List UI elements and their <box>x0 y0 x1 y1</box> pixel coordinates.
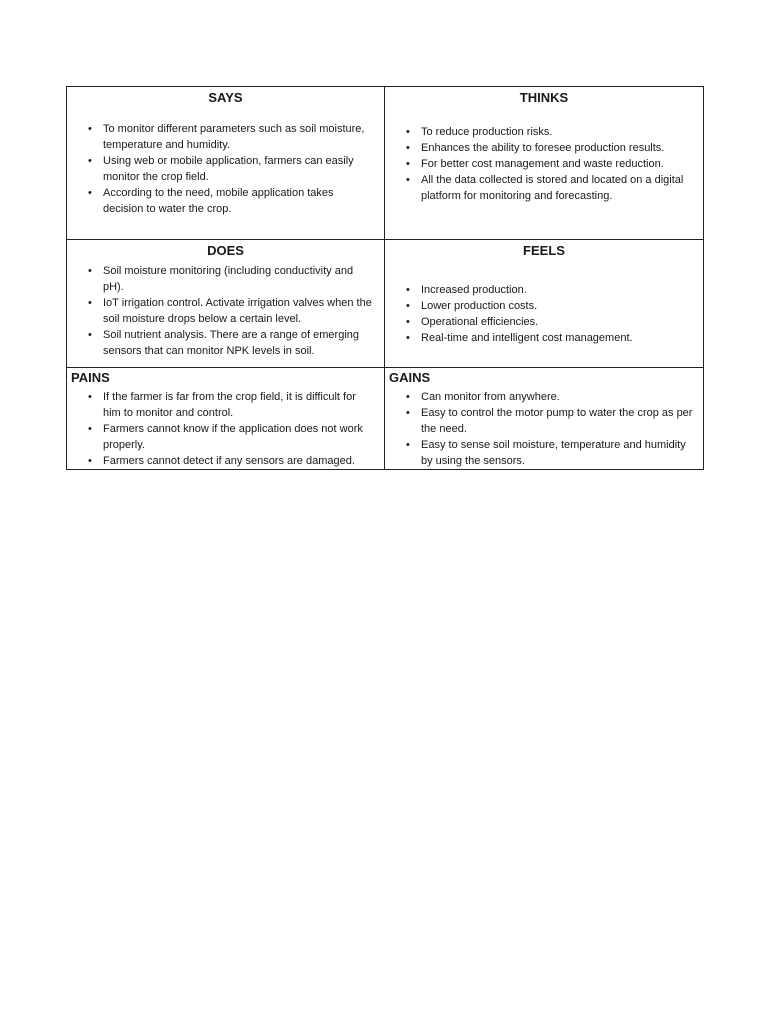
list-item: • Soil nutrient analysis. There are a range of emerging sensors that can monitor NPK levels in soil. <box>103 327 374 359</box>
list-item: • Soil moisture monitoring (including conductivity and pH). <box>103 263 374 295</box>
list-item: • Farmers cannot know if the application does not work properly. <box>103 421 374 453</box>
pains-list <box>67 389 384 469</box>
list-item: • Real-time and intelligent cost management. <box>421 330 693 346</box>
list-item: • Easy to sense soil moisture, temperature and humidity by using the sensors. <box>421 437 693 469</box>
gains-list <box>385 389 703 469</box>
says-cell <box>67 87 385 240</box>
table-row <box>67 240 704 368</box>
list-item: • If the farmer is far from the crop field, it is difficult for him to monitor and control. <box>103 389 374 421</box>
feels-cell <box>385 240 704 368</box>
does-cell <box>67 240 385 368</box>
thinks-cell <box>385 87 704 240</box>
does-heading: DOES <box>207 243 244 258</box>
says-heading: SAYS <box>208 90 243 105</box>
list-item: • To monitor different parameters such as soil moisture, temperature and humidity. <box>103 121 374 153</box>
feels-heading: FEELS <box>523 243 565 258</box>
list-item: • For better cost management and waste reduction. <box>421 156 693 172</box>
list-item: • Increased production. <box>421 282 693 298</box>
table-row <box>67 368 704 470</box>
thinks-list <box>385 124 703 204</box>
list-item: • Can monitor from anywhere. <box>421 389 693 405</box>
gains-heading: GAINS <box>389 370 431 385</box>
list-item: • Easy to control the motor pump to water the crop as per the need. <box>421 405 693 437</box>
list-item: • Farmers cannot detect if any sensors are damaged. <box>103 453 374 469</box>
list-item: • IoT irrigation control. Activate irrigation valves when the soil moisture drops below a certain level. <box>103 295 374 327</box>
pains-heading: PAINS <box>71 370 110 385</box>
pains-cell <box>67 368 385 470</box>
list-item: • All the data collected is stored and located on a digital platform for monitoring and forecasting. <box>421 172 693 204</box>
gains-cell <box>385 368 704 470</box>
list-item: • Operational efficiencies. <box>421 314 693 330</box>
does-list <box>67 263 384 359</box>
table-row <box>67 87 704 240</box>
list-item: • Using web or mobile application, farmers can easily monitor the crop field. <box>103 153 374 185</box>
says-list <box>67 121 384 217</box>
list-item: • Lower production costs. <box>421 298 693 314</box>
empathy-map-table <box>66 86 704 470</box>
list-item: • To reduce production risks. <box>421 124 693 140</box>
feels-list <box>385 282 703 346</box>
list-item: • According to the need, mobile application takes decision to water the crop. <box>103 185 374 217</box>
list-item: • Enhances the ability to foresee production results. <box>421 140 693 156</box>
thinks-heading: THINKS <box>519 90 569 105</box>
